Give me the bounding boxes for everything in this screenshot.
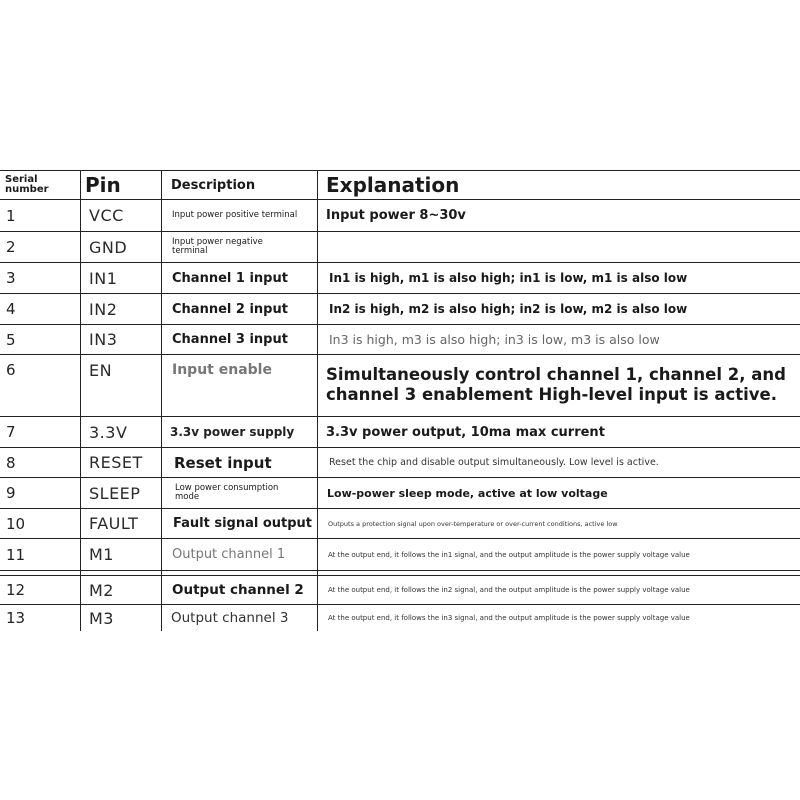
serial-cell: 6 (6, 361, 16, 379)
explanation-cell (318, 232, 800, 262)
serial-cell: 3 (6, 269, 16, 287)
pin-cell: FAULT (89, 514, 139, 533)
pin-cell: IN2 (89, 299, 118, 319)
description-cell: Channel 2 input (172, 301, 288, 317)
pin-cell: EN (89, 360, 113, 380)
table-rule (0, 570, 800, 571)
pin-cell: M1 (89, 545, 114, 564)
pin-cell: SLEEP (89, 483, 141, 503)
explanation-cell: In3 is high, m3 is also high; in3 is low, m3 is also low (329, 332, 660, 347)
serial-cell: 5 (6, 330, 16, 349)
description-cell: Output channel 2 (172, 582, 304, 598)
serial-cell: 10 (6, 514, 26, 533)
description-cell: Output channel 1 (172, 547, 286, 562)
pin-cell: 3.3V (89, 422, 128, 442)
description-cell: Input power positive terminal (172, 210, 298, 220)
pin-cell: RESET (89, 453, 143, 472)
serial-cell: 9 (6, 484, 16, 502)
pin-cell: IN3 (89, 330, 118, 349)
header-description: Description (171, 177, 256, 193)
description-cell: Input power negative terminal (172, 237, 263, 256)
description-cell: Channel 1 input (172, 270, 288, 286)
explanation-cell: At the output end, it follows the in2 signal, and the output amplitude is the power supply voltage value (328, 586, 690, 594)
description-cell: Low power consumption mode (175, 483, 279, 502)
pin-cell: M2 (89, 580, 114, 600)
description-cell: Output channel 3 (171, 610, 289, 626)
pin-cell: VCC (89, 206, 124, 225)
header-pin: Pin (85, 173, 121, 197)
serial-cell: 2 (6, 238, 16, 256)
serial-cell: 8 (6, 453, 16, 472)
explanation-cell: At the output end, it follows the in3 signal, and the output amplitude is the power supply voltage value (328, 614, 690, 622)
pin-cell: IN1 (89, 268, 118, 288)
serial-cell: 4 (6, 300, 16, 318)
header-serial: Serial number (5, 174, 49, 195)
pin-cell: M3 (89, 608, 114, 628)
pin-cell: GND (89, 237, 128, 257)
description-cell: Reset input (174, 453, 272, 472)
explanation-cell: In2 is high, m2 is also high; in2 is low, m2 is also low (329, 302, 688, 316)
description-cell: 3.3v power supply (170, 425, 295, 439)
header-explanation: Explanation (326, 173, 460, 197)
serial-cell: 1 (6, 206, 16, 225)
serial-cell: 7 (6, 423, 16, 441)
serial-cell: 13 (6, 609, 26, 627)
pin-table (0, 170, 800, 631)
explanation-cell: 3.3v power output, 10ma max current (326, 424, 605, 440)
description-cell: Fault signal output (173, 516, 313, 531)
description-cell: Channel 3 input (172, 332, 288, 347)
explanation-cell: Outputs a protection signal upon over-temperature or over-current conditions, active low (328, 519, 618, 528)
serial-cell: 12 (6, 581, 26, 599)
serial-cell: 11 (6, 545, 26, 564)
explanation-cell: Low-power sleep mode, active at low voltage (327, 486, 608, 500)
explanation-cell: At the output end, it follows the in1 signal, and the output amplitude is the power supply voltage value (328, 550, 690, 559)
explanation-cell: In1 is high, m1 is also high; in1 is low, m1 is also low (329, 271, 688, 285)
explanation-cell: Input power 8~30v (326, 208, 466, 223)
description-cell: Input enable (172, 362, 272, 378)
explanation-cell: Reset the chip and disable output simultaneously. Low level is active. (329, 457, 659, 468)
explanation-cell: Simultaneously control channel 1, channel 2, and channel 3 enablement High-level input is active. (326, 365, 786, 404)
